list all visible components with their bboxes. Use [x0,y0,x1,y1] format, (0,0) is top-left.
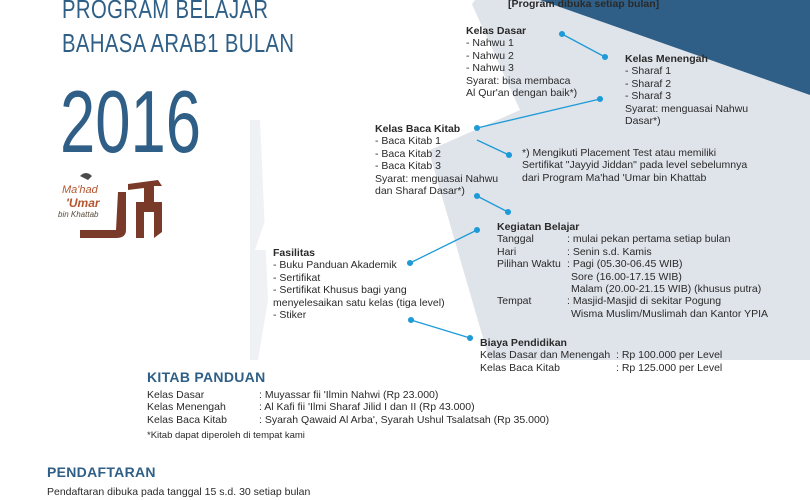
kegiatan-row [497,258,768,270]
kelas-dasar-block [466,25,577,99]
kegiatan-value: Sore (16.00-17.15 WIB) [571,270,682,283]
footnote-line: Sertifikat "Jayyid Jiddan" pada level sebelumnya [522,159,748,172]
kegiatan-belajar-block [497,221,768,320]
connector-dot [506,210,511,215]
kitab-value: : Al Kafi fii 'Ilmi Sharaf Jilid I dan II (Rp 43.000) [259,401,475,414]
kelas-baca-kitab-item: - Baca Kitab 2 [375,147,441,160]
kegiatan-label [497,271,571,283]
kegiatan-label [497,283,571,295]
biaya-block [480,337,722,374]
program-title-line1: PROGRAM BELAJAR [62,0,269,24]
kelas-baca-kitab-title: Kelas Baca Kitab [375,123,461,135]
kelas-baca-kitab-item: - Baca Kitab 3 [375,160,441,173]
biaya-row [480,362,722,374]
biaya-label: Kelas Baca Kitab [480,361,560,374]
kitab-row [147,401,549,413]
kegiatan-row [497,233,768,245]
biaya-row [480,349,722,361]
kelas-menengah-item: - Sharaf 1 [625,65,672,78]
kegiatan-value: : Pagi (05.30-06.45 WIB) [567,258,683,271]
footnote-line: dari Program Ma'had 'Umar bin Khattab [522,171,707,184]
kelas-dasar-syarat: Syarat: bisa membaca [466,74,571,87]
kelas-menengah-item: - Sharaf 2 [625,77,672,90]
logo-text-line3: bin Khattab [58,210,99,219]
kitab-panduan-heading: KITAB PANDUAN [147,369,266,385]
footnote-line: *) Mengikuti Placement Test atau memiliki [522,147,717,159]
biaya-label: Kelas Dasar dan Menengah [480,349,611,362]
connector-line [411,320,470,338]
pendaftaran-heading: PENDAFTARAN [47,464,156,480]
kitab-row [147,389,549,401]
kitab-label: Kelas Dasar [147,389,205,401]
kelas-menengah-block [625,53,748,127]
connector-dot [475,228,480,233]
kelas-menengah-syarat: Dasar*) [625,115,661,128]
pendaftaran-text: Pendaftaran dibuka pada tanggal 15 s.d. 30 setiap bulan [47,486,311,498]
kegiatan-value: Wisma Muslim/Muslimah dan Kantor YPIA [571,307,769,320]
kegiatan-value: : mulai pekan pertama setiap bulan [567,233,731,246]
fasilitas-item: menyelesaikan satu kelas (tiga level) [273,296,445,309]
biaya-value: : Rp 125.000 per Level [616,361,723,374]
kegiatan-label: Pilihan Waktu [497,258,561,271]
program-note: [Program dibuka setiap bulan] [508,0,660,10]
kelas-baca-kitab-syarat: Syarat: menguasai Nahwu [375,172,499,185]
biaya-value: : Rp 100.000 per Level [616,349,723,362]
kegiatan-label: Tanggal [497,233,534,246]
kelas-menengah-syarat: Syarat: menguasai Nahwu [625,102,749,115]
program-title-line2: BAHASA ARAB1 BULAN [62,28,295,58]
connector-dot [507,153,512,158]
kelas-baca-kitab-syarat: dan Sharaf Dasar*) [375,185,465,198]
kelas-dasar-title: Kelas Dasar [466,25,527,37]
placement-footnote [522,147,747,184]
kelas-baca-kitab-block [375,123,498,197]
kitab-value: : Syarah Qawaid Al Arba', Syarah Ushul Tsalatsah (Rp 35.000) [259,413,550,426]
kitab-label: Kelas Menengah [147,401,226,414]
kegiatan-row [497,308,768,320]
kegiatan-value: : Senin s.d. Kamis [567,245,652,258]
kitab-note: *Kitab dapat diperoleh di tempat kami [147,430,305,442]
connector-line [477,196,508,212]
fasilitas-item: - Buku Panduan Akademik [273,259,397,272]
biaya-title: Biaya Pendidikan [480,337,567,349]
kelas-baca-kitab-item: - Baca Kitab 1 [375,135,441,148]
connector-dot [603,55,608,60]
fasilitas-item: - Stiker [273,309,307,322]
kelas-menengah-title: Kelas Menengah [625,53,708,65]
fasilitas-block [273,247,445,321]
kitab-row [147,414,549,426]
kegiatan-label: Hari [497,245,517,258]
kegiatan-value: : Masjid-Masjid di sekitar Pogung [567,295,722,308]
kegiatan-row [497,271,768,283]
kitab-panduan-table [147,389,549,443]
kitab-value: : Muyassar fii 'Ilmin Nahwi (Rp 23.000) [259,389,439,401]
fasilitas-title: Fasilitas [273,247,316,259]
connector-dot [598,97,603,102]
connector-dot [468,336,473,341]
kegiatan-label: Tempat [497,295,532,308]
program-year: 2016 [60,72,201,171]
fasilitas-item: - Sertifikat Khusus bagi yang [273,284,407,297]
kegiatan-row [497,295,768,307]
kegiatan-title: Kegiatan Belajar [497,221,580,233]
kegiatan-value: Malam (20.00-21.15 WIB) (khusus putra) [571,283,762,296]
kegiatan-label [497,308,571,320]
kelas-dasar-syarat: Al Qur'an dengan baik*) [466,87,578,100]
kelas-dasar-item: - Nahwu 3 [466,62,514,75]
kitab-label: Kelas Baca Kitab [147,413,227,426]
kegiatan-row [497,283,768,295]
logo [58,172,168,244]
logo-text-line2: 'Umar [66,196,100,210]
kegiatan-row [497,246,768,258]
kelas-dasar-item: - Nahwu 1 [466,37,514,50]
logo-text-line1: Ma'had [62,184,98,196]
fasilitas-item: - Sertifikat [273,271,321,284]
kelas-menengah-item: - Sharaf 3 [625,90,672,103]
kelas-dasar-item: - Nahwu 2 [466,49,514,62]
